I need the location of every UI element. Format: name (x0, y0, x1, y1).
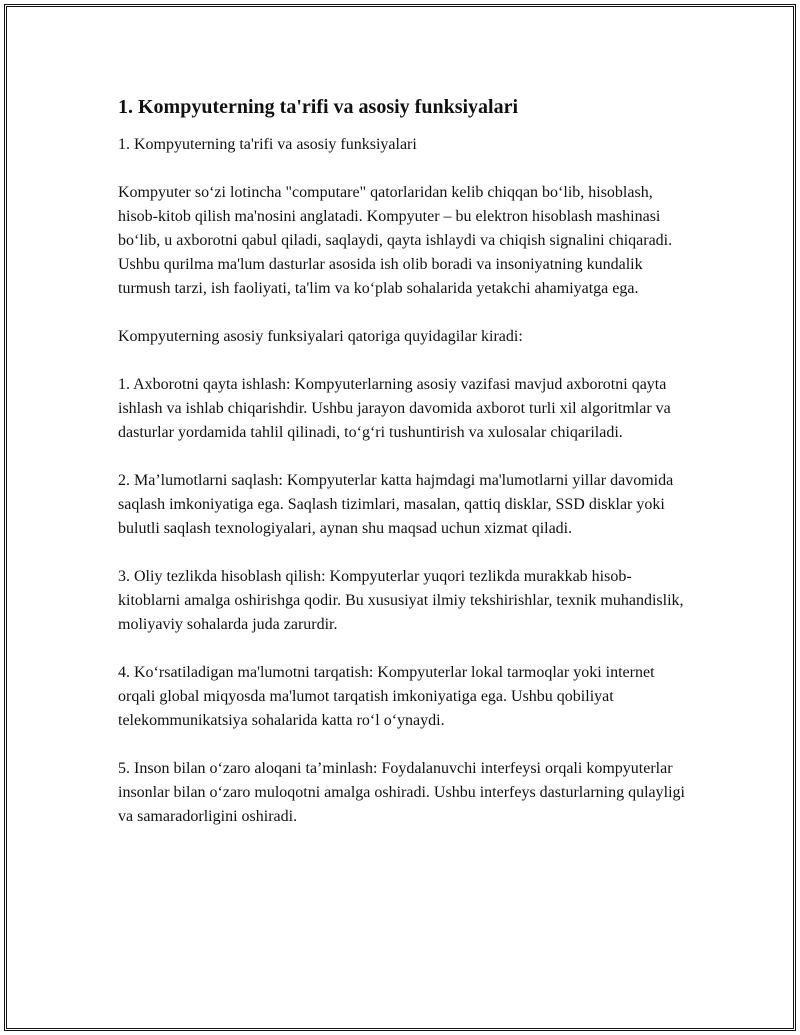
functions-intro-paragraph: Kompyuterning asosiy funksiyalari qatoriga quyidagilar kiradi: (118, 328, 523, 345)
subtitle-paragraph: 1. Kompyuterning ta'rifi va asosiy funksiyalari (118, 136, 417, 153)
document-title: 1. Kompyuterning ta'rifi va asosiy funksiyalari (118, 96, 519, 118)
function-item-interaction: 5. Inson bilan o‘zaro aloqani ta’minlash: Foydalanuvchi interfeysi orqali kompyuterlar insonlar bilan o‘zaro muloqotni amalga oshiradi. Ushbu interfeys dasturlarning qulayligi va samaradorligini oshiradi. (118, 760, 685, 825)
function-item-processing: 1. Axborotni qayta ishlash: Kompyuterlarning asosiy vazifasi mavjud axborotni qayta ishlash va ishlab chiqarishdir. Ushbu jarayon davomida axborot turli xil algoritmlar va dasturlar yordamida tahlil qilinadi, to‘g‘ri tushuntirish va xulosalar chiqariladi. (118, 376, 671, 441)
function-item-storage: 2. Ma’lumotlarni saqlash: Kompyuterlar katta hajmdagi ma'lumotlarni yillar davomida saqlash imkoniyatiga ega. Saqlash tizimlari, masalan, qattiq disklar, SSD disklar yoki bulutli saqlash texnologiyalari, aynan shu maqsad uchun xizmat qiladi. (118, 472, 674, 537)
function-item-distribution: 4. Ko‘rsatiladigan ma'lumotni tarqatish: Kompyuterlar lokal tarmoqlar yoki internet orqali global miqyosda ma'lumot tarqatish imkoniyatiga ega. Ushbu qobiliyat telekommunikatsiya sohalarida katta ro‘l o‘ynaydi. (118, 664, 655, 729)
document-body (118, 94, 693, 853)
function-item-computation: 3. Oliy tezlikda hisoblash qilish: Kompyuterlar yuqori tezlikda murakkab hisob-kitoblarni amalga oshirishga qodir. Bu xususiyat ilmiy tekshirishlar, texnik muhandislik, moliyaviy sohalarda juda zarurdir. (118, 568, 684, 633)
definition-paragraph: Kompyuter so‘zi lotincha "computare" qatorlaridan kelib chiqqan bo‘lib, hisoblash, hisob-kitob qilish ma'nosini anglatadi. Kompyuter – bu elektron hisoblash mashinasi bo‘lib, u axborotni qabul qiladi, saqlaydi, qayta ishlaydi va chiqish signalini chiqaradi. Ushbu qurilma ma'lum dasturlar asosida ish olib boradi va insoniyatning kundalik turmush tarzi, ish faoliyati, ta'lim va ko‘plab sohalarida yetakchi ahamiyatga ega. (118, 184, 673, 297)
